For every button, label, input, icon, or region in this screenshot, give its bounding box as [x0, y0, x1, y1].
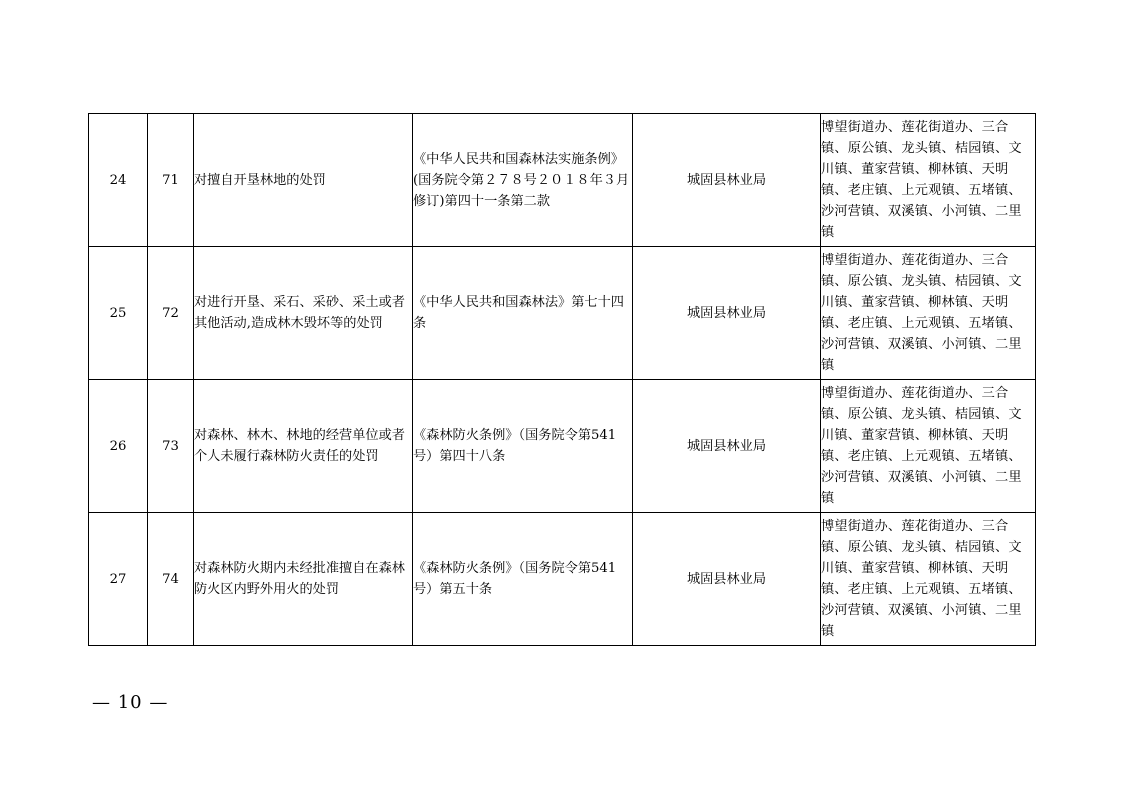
table-row	[89, 247, 1036, 380]
towns-cell: 博望街道办、莲花街道办、三合镇、原公镇、龙头镇、桔园镇、文川镇、董家营镇、柳林镇、天明镇、老庄镇、上元观镇、五堵镇、沙河营镇、双溪镇、小河镇、二里镇	[821, 380, 1036, 513]
seq-cell: 24	[89, 114, 148, 247]
seq-cell: 27	[89, 513, 148, 646]
table-row	[89, 513, 1036, 646]
towns-cell: 博望街道办、莲花街道办、三合镇、原公镇、龙头镇、桔园镇、文川镇、董家营镇、柳林镇、天明镇、老庄镇、上元观镇、五堵镇、沙河营镇、双溪镇、小河镇、二里镇	[821, 114, 1036, 247]
towns-cell: 博望街道办、莲花街道办、三合镇、原公镇、龙头镇、桔园镇、文川镇、董家营镇、柳林镇、天明镇、老庄镇、上元观镇、五堵镇、沙河营镇、双溪镇、小河镇、二里镇	[821, 247, 1036, 380]
seq-cell: 26	[89, 380, 148, 513]
legal-basis-cell: 《森林防火条例》（国务院令第541号）第四十八条	[413, 380, 633, 513]
table-row	[89, 114, 1036, 247]
authority-cell: 城固县林业局	[633, 114, 821, 247]
item-number-cell: 72	[148, 247, 194, 380]
authority-cell: 城固县林业局	[633, 513, 821, 646]
seq-cell: 25	[89, 247, 148, 380]
legal-basis-cell: 《中华人民共和国森林法》第七十四条	[413, 247, 633, 380]
matter-cell: 对森林防火期内未经批准擅自在森林防火区内野外用火的处罚	[194, 513, 413, 646]
matter-cell: 对森林、林木、林地的经营单位或者个人未履行森林防火责任的处罚	[194, 380, 413, 513]
item-number-cell: 73	[148, 380, 194, 513]
legal-basis-cell: 《中华人民共和国森林法实施条例》(国务院令第２７８号２０１８年３月修订)第四十一条第二款	[413, 114, 633, 247]
penalty-table	[88, 113, 1036, 646]
item-number-cell: 74	[148, 513, 194, 646]
matter-cell: 对进行开垦、采石、采砂、采土或者其他活动,造成林木毁坏等的处罚	[194, 247, 413, 380]
authority-cell: 城固县林业局	[633, 247, 821, 380]
table-row	[89, 380, 1036, 513]
towns-cell: 博望街道办、莲花街道办、三合镇、原公镇、龙头镇、桔园镇、文川镇、董家营镇、柳林镇、天明镇、老庄镇、上元观镇、五堵镇、沙河营镇、双溪镇、小河镇、二里镇	[821, 513, 1036, 646]
page-number: — 10 —	[92, 692, 169, 713]
legal-basis-cell: 《森林防火条例》（国务院令第541号）第五十条	[413, 513, 633, 646]
penalty-table-wrapper	[88, 113, 1035, 646]
authority-cell: 城固县林业局	[633, 380, 821, 513]
matter-cell: 对擅自开垦林地的处罚	[194, 114, 413, 247]
item-number-cell: 71	[148, 114, 194, 247]
